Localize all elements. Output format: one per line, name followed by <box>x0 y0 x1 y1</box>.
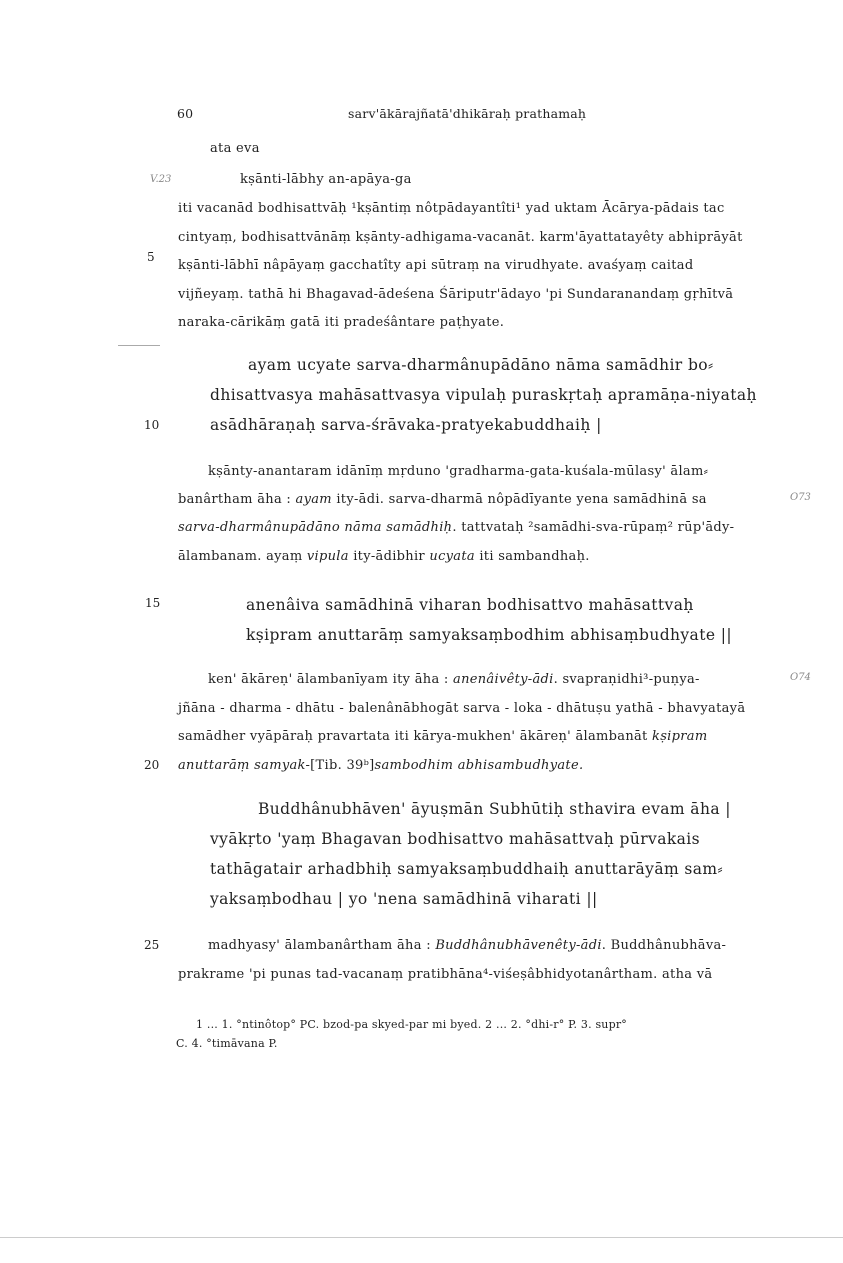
sutra-verse-line: ayam ucyate sarva-dharmânupādāno nāma samādhir bo⸗ <box>248 356 714 374</box>
running-title: sarv'ākārajñatā'dhikāraḥ prathamaḥ <box>348 106 587 121</box>
sutra-verse-line: anenâiva samādhinā viharan bodhisattvo mahāsattvaḥ <box>246 596 694 614</box>
commentary-line: sarva-dharmânupādāno nāma samādhiḥ. tattvataḥ ²samādhi-sva-rūpaṃ² rūp'ādy- <box>178 520 735 535</box>
line-number: 10 <box>144 418 160 432</box>
commentary-line: kṣānti-lābhī nâpāyaṃ gacchatîty api sūtraṃ na virudhyate. avaśyaṃ caitad <box>178 258 694 273</box>
commentary-line: jñāna - dharma - dhātu - balenânābhogāt sarva - loka - dhātuṣu yathā - bhavyatayā <box>178 701 746 716</box>
commentary-line: cintyaṃ, bodhisattvānāṃ kṣānty-adhigama-vacanāt. karm'āyattatayêty abhiprāyāt <box>178 230 743 245</box>
verse-quote: kṣānti-lābhy an-apāya-ga <box>240 172 412 187</box>
line-number: 5 <box>147 250 155 264</box>
sutra-verse-line: tathāgatair arhadbhiḥ samyaksaṃbuddhaiḥ anuttarāyāṃ sam⸗ <box>210 860 724 878</box>
ata-eva-text: ata eva <box>210 141 260 156</box>
line-number: 20 <box>144 758 160 772</box>
margin-note-right: O73 <box>790 492 811 503</box>
commentary-line: samādher vyāpāraḥ pravartata iti kārya-mukhen' ākāreṇ' ālambanāt kṣipram <box>178 729 708 744</box>
commentary-line: vijñeyaṃ. tathā hi Bhagavad-ādeśena Śāriputr'ādayo 'pi Sundaranandaṃ gṛhītvā <box>178 287 734 302</box>
commentary-line: naraka-cārikāṃ gatā iti pradeśântare paṭhyate. <box>178 315 505 330</box>
footnote-line: 1 ... 1. °ntinôtop° PC. bzod-pa skyed-par mi byed. 2 ... 2. °dhi-r° P. 3. supr° <box>196 1018 627 1031</box>
scan-edge <box>0 1237 843 1238</box>
sutra-verse-line: Buddhânubhāven' āyuṣmān Subhūtiḥ sthavira evam āha | <box>258 800 731 818</box>
page-number: 60 <box>177 106 194 121</box>
commentary-line: ken' ākāreṇ' ālambanīyam ity āha : anenâivêty-ādi. svapraṇidhi³-puṇya- <box>208 672 700 687</box>
line-number: 25 <box>144 938 160 952</box>
sutra-verse-line: asādhāraṇaḥ sarva-śrāvaka-pratyekabuddhaiḥ | <box>210 416 602 434</box>
commentary-line: ālambanam. ayaṃ vipula ity-ādibhir ucyata iti sambandhaḥ. <box>178 549 590 564</box>
margin-rule <box>118 345 160 346</box>
commentary-line: iti vacanād bodhisattvāḥ ¹kṣāntiṃ nôtpādayantîti¹ yad uktam Ācārya-pādais tac <box>178 201 725 216</box>
sutra-verse-line: yaksaṃbodhau | yo 'nena samādhinā viharati || <box>210 890 598 908</box>
commentary-line: kṣānty-anantaram idānīṃ mṛduno 'gradharma-gata-kuśala-mūlasy' ālam⸗ <box>208 464 709 479</box>
footnote-line: C. 4. °timāvana P. <box>176 1037 278 1050</box>
sutra-verse-line: kṣipram anuttarāṃ samyaksaṃbodhim abhisaṃbudhyate || <box>246 626 732 644</box>
commentary-line: banârtham āha : ayam ity-ādi. sarva-dharmā nôpādīyante yena samādhinā sa <box>178 492 707 507</box>
line-number: 15 <box>145 596 161 610</box>
sutra-verse-line: dhisattvasya mahāsattvasya vipulaḥ puraskṛtaḥ apramāṇa-niyataḥ <box>210 386 757 404</box>
sutra-verse-line: vyākṛto 'yaṃ Bhagavan bodhisattvo mahāsattvaḥ pūrvakais <box>210 830 700 848</box>
commentary-line: anuttarāṃ samyak-[Tib. 39ᵇ]sambodhim abhisambudhyate. <box>178 758 584 773</box>
commentary-line: madhyasy' ālambanârtham āha : Buddhânubhāvenêty-ādi. Buddhânubhāva- <box>208 938 727 953</box>
margin-note-left: V.23 <box>150 174 172 185</box>
commentary-line: prakrame 'pi punas tad-vacanaṃ pratibhāna⁴-viśeṣâbhidyotanârtham. atha vā <box>178 967 713 982</box>
margin-note-right: O74 <box>790 672 811 683</box>
